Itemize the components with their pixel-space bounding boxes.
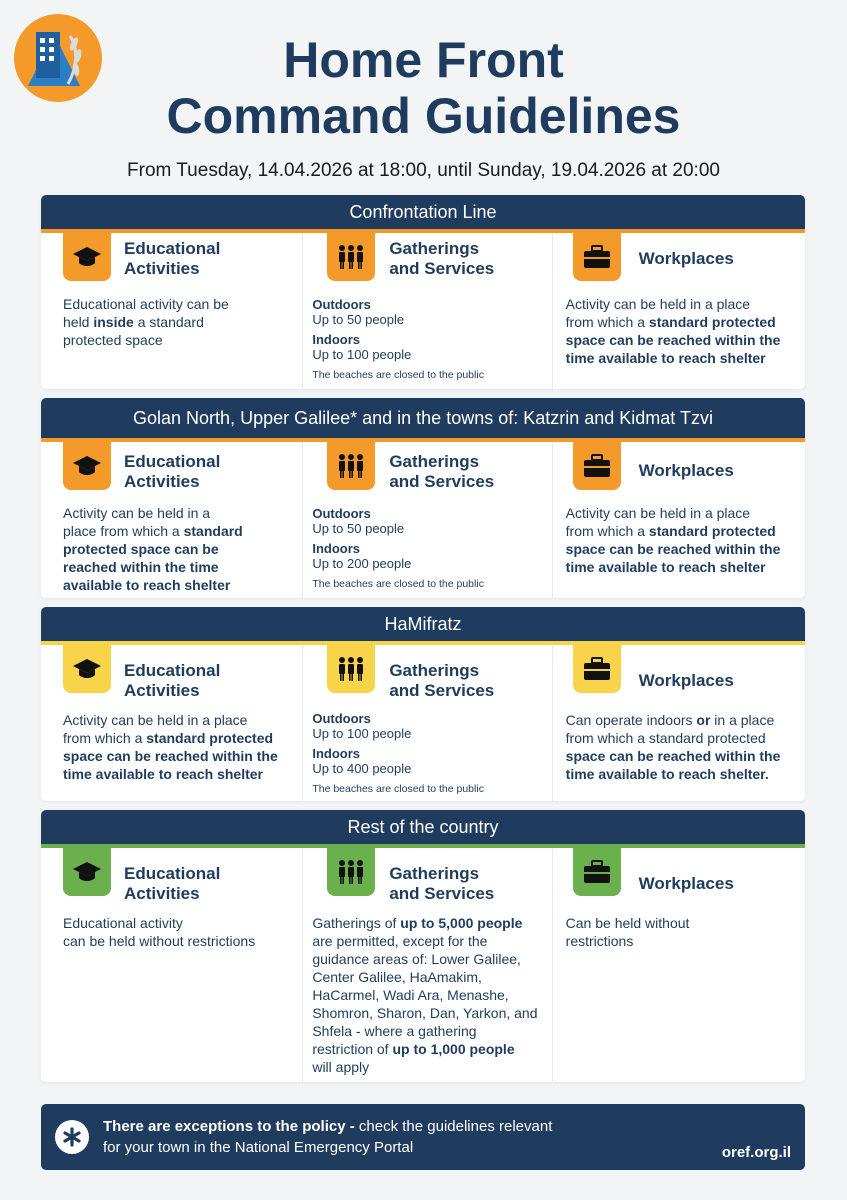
workplaces-column: [553, 442, 805, 598]
graduation-cap-icon: [63, 233, 111, 281]
educational-title: Educational Activities: [124, 661, 221, 700]
graduation-cap-icon: [63, 645, 111, 693]
educational-column: [41, 645, 303, 801]
educational-column: [41, 848, 303, 1082]
workplaces-text: Can be held without restrictions: [565, 915, 690, 949]
gatherings-column: [303, 848, 552, 1082]
workplaces-column: [553, 233, 805, 389]
people-group-icon: [327, 848, 375, 896]
gatherings-text: Outdoors Up to 50 people Indoors Up to 200 people The beaches are closed to the public: [312, 506, 484, 590]
briefcase-icon: [573, 442, 621, 490]
asterisk-icon: [55, 1120, 89, 1154]
gatherings-column: [303, 442, 552, 598]
section-title: Golan North, Upper Galilee* and in the towns of: Katzrin and Kidmat Tzvi: [41, 398, 805, 438]
workplaces-title: Workplaces: [638, 874, 734, 893]
graduation-cap-icon: [63, 442, 111, 490]
educational-title: Educational Activities: [124, 239, 221, 278]
educational-text: Educational activity can be held inside a standard protected space: [63, 296, 229, 348]
workplaces-title: Workplaces: [638, 249, 734, 268]
people-group-icon: [327, 645, 375, 693]
section-golan-north: [41, 398, 805, 598]
gatherings-title: Gatherings and Services: [389, 452, 495, 491]
exceptions-footer: [41, 1104, 805, 1170]
gatherings-title: Gatherings and Services: [389, 661, 495, 700]
people-group-icon: [327, 233, 375, 281]
section-title: Confrontation Line: [41, 195, 805, 229]
briefcase-icon: [573, 645, 621, 693]
exceptions-text: There are exceptions to the policy - check the guidelines relevant for your town in the National Emergency Portal: [103, 1118, 553, 1156]
title-line-2: Command Guidelines: [166, 88, 681, 144]
educational-title: Educational Activities: [124, 452, 221, 491]
people-group-icon: [327, 442, 375, 490]
educational-text: Activity can be held in a place from which a standard protected space can be reached within the time available to reach shelter: [63, 505, 243, 593]
briefcase-icon: [573, 848, 621, 896]
gatherings-text: Outdoors Up to 50 people Indoors Up to 100 people The beaches are closed to the public: [312, 297, 484, 381]
page-title: [0, 32, 847, 144]
gatherings-text: Gatherings of up to 5,000 people are permitted, except for the guidance areas of: Lower Galilee, Center Galilee, HaAmakim, HaCarmel, Wadi Ara, Menashe, Shomron, Sharon, Dan, Yarkon, and Shfela - where a gathering restriction of up to 1,000 people will apply: [312, 915, 538, 1075]
gatherings-column: [303, 233, 552, 389]
section-title: Rest of the country: [41, 810, 805, 844]
section-confrontation-line: [41, 195, 805, 389]
graduation-cap-icon: [63, 848, 111, 896]
workplaces-title: Workplaces: [638, 671, 734, 690]
title-line-1: Home Front: [283, 32, 564, 88]
educational-column: [41, 442, 303, 598]
portal-link[interactable]: oref.org.il: [721, 1144, 791, 1161]
workplaces-text: Activity can be held in a place from which a standard protected space can be reached within the time available to reach shelter: [565, 505, 781, 575]
gatherings-text: Outdoors Up to 100 people Indoors Up to 400 people The beaches are closed to the public: [312, 711, 484, 795]
gatherings-column: [303, 645, 552, 801]
briefcase-icon: [573, 233, 621, 281]
workplaces-column: [553, 848, 805, 1082]
workplaces-text: Can operate indoors or in a place from which a standard protected space can be reached within the time available to reach shelter.: [565, 712, 781, 782]
gatherings-title: Gatherings and Services: [389, 864, 495, 903]
workplaces-title: Workplaces: [638, 461, 734, 480]
date-range-subtitle: From Tuesday, 14.04.2026 at 18:00, until Sunday, 19.04.2026 at 20:00: [127, 160, 720, 181]
educational-text: Educational activity can be held without restrictions: [63, 915, 256, 949]
gatherings-title: Gatherings and Services: [389, 239, 495, 278]
section-hamifratz: [41, 607, 805, 801]
workplaces-text: Activity can be held in a place from which a standard protected space can be reached within the time available to reach shelter: [565, 296, 781, 366]
educational-title: Educational Activities: [124, 864, 221, 903]
educational-text: Activity can be held in a place from which a standard protected space can be reached within the time available to reach shelter: [63, 712, 278, 782]
section-rest-of-country: [41, 810, 805, 1082]
educational-column: [41, 233, 303, 389]
workplaces-column: [553, 645, 805, 801]
section-title: HaMifratz: [41, 607, 805, 641]
